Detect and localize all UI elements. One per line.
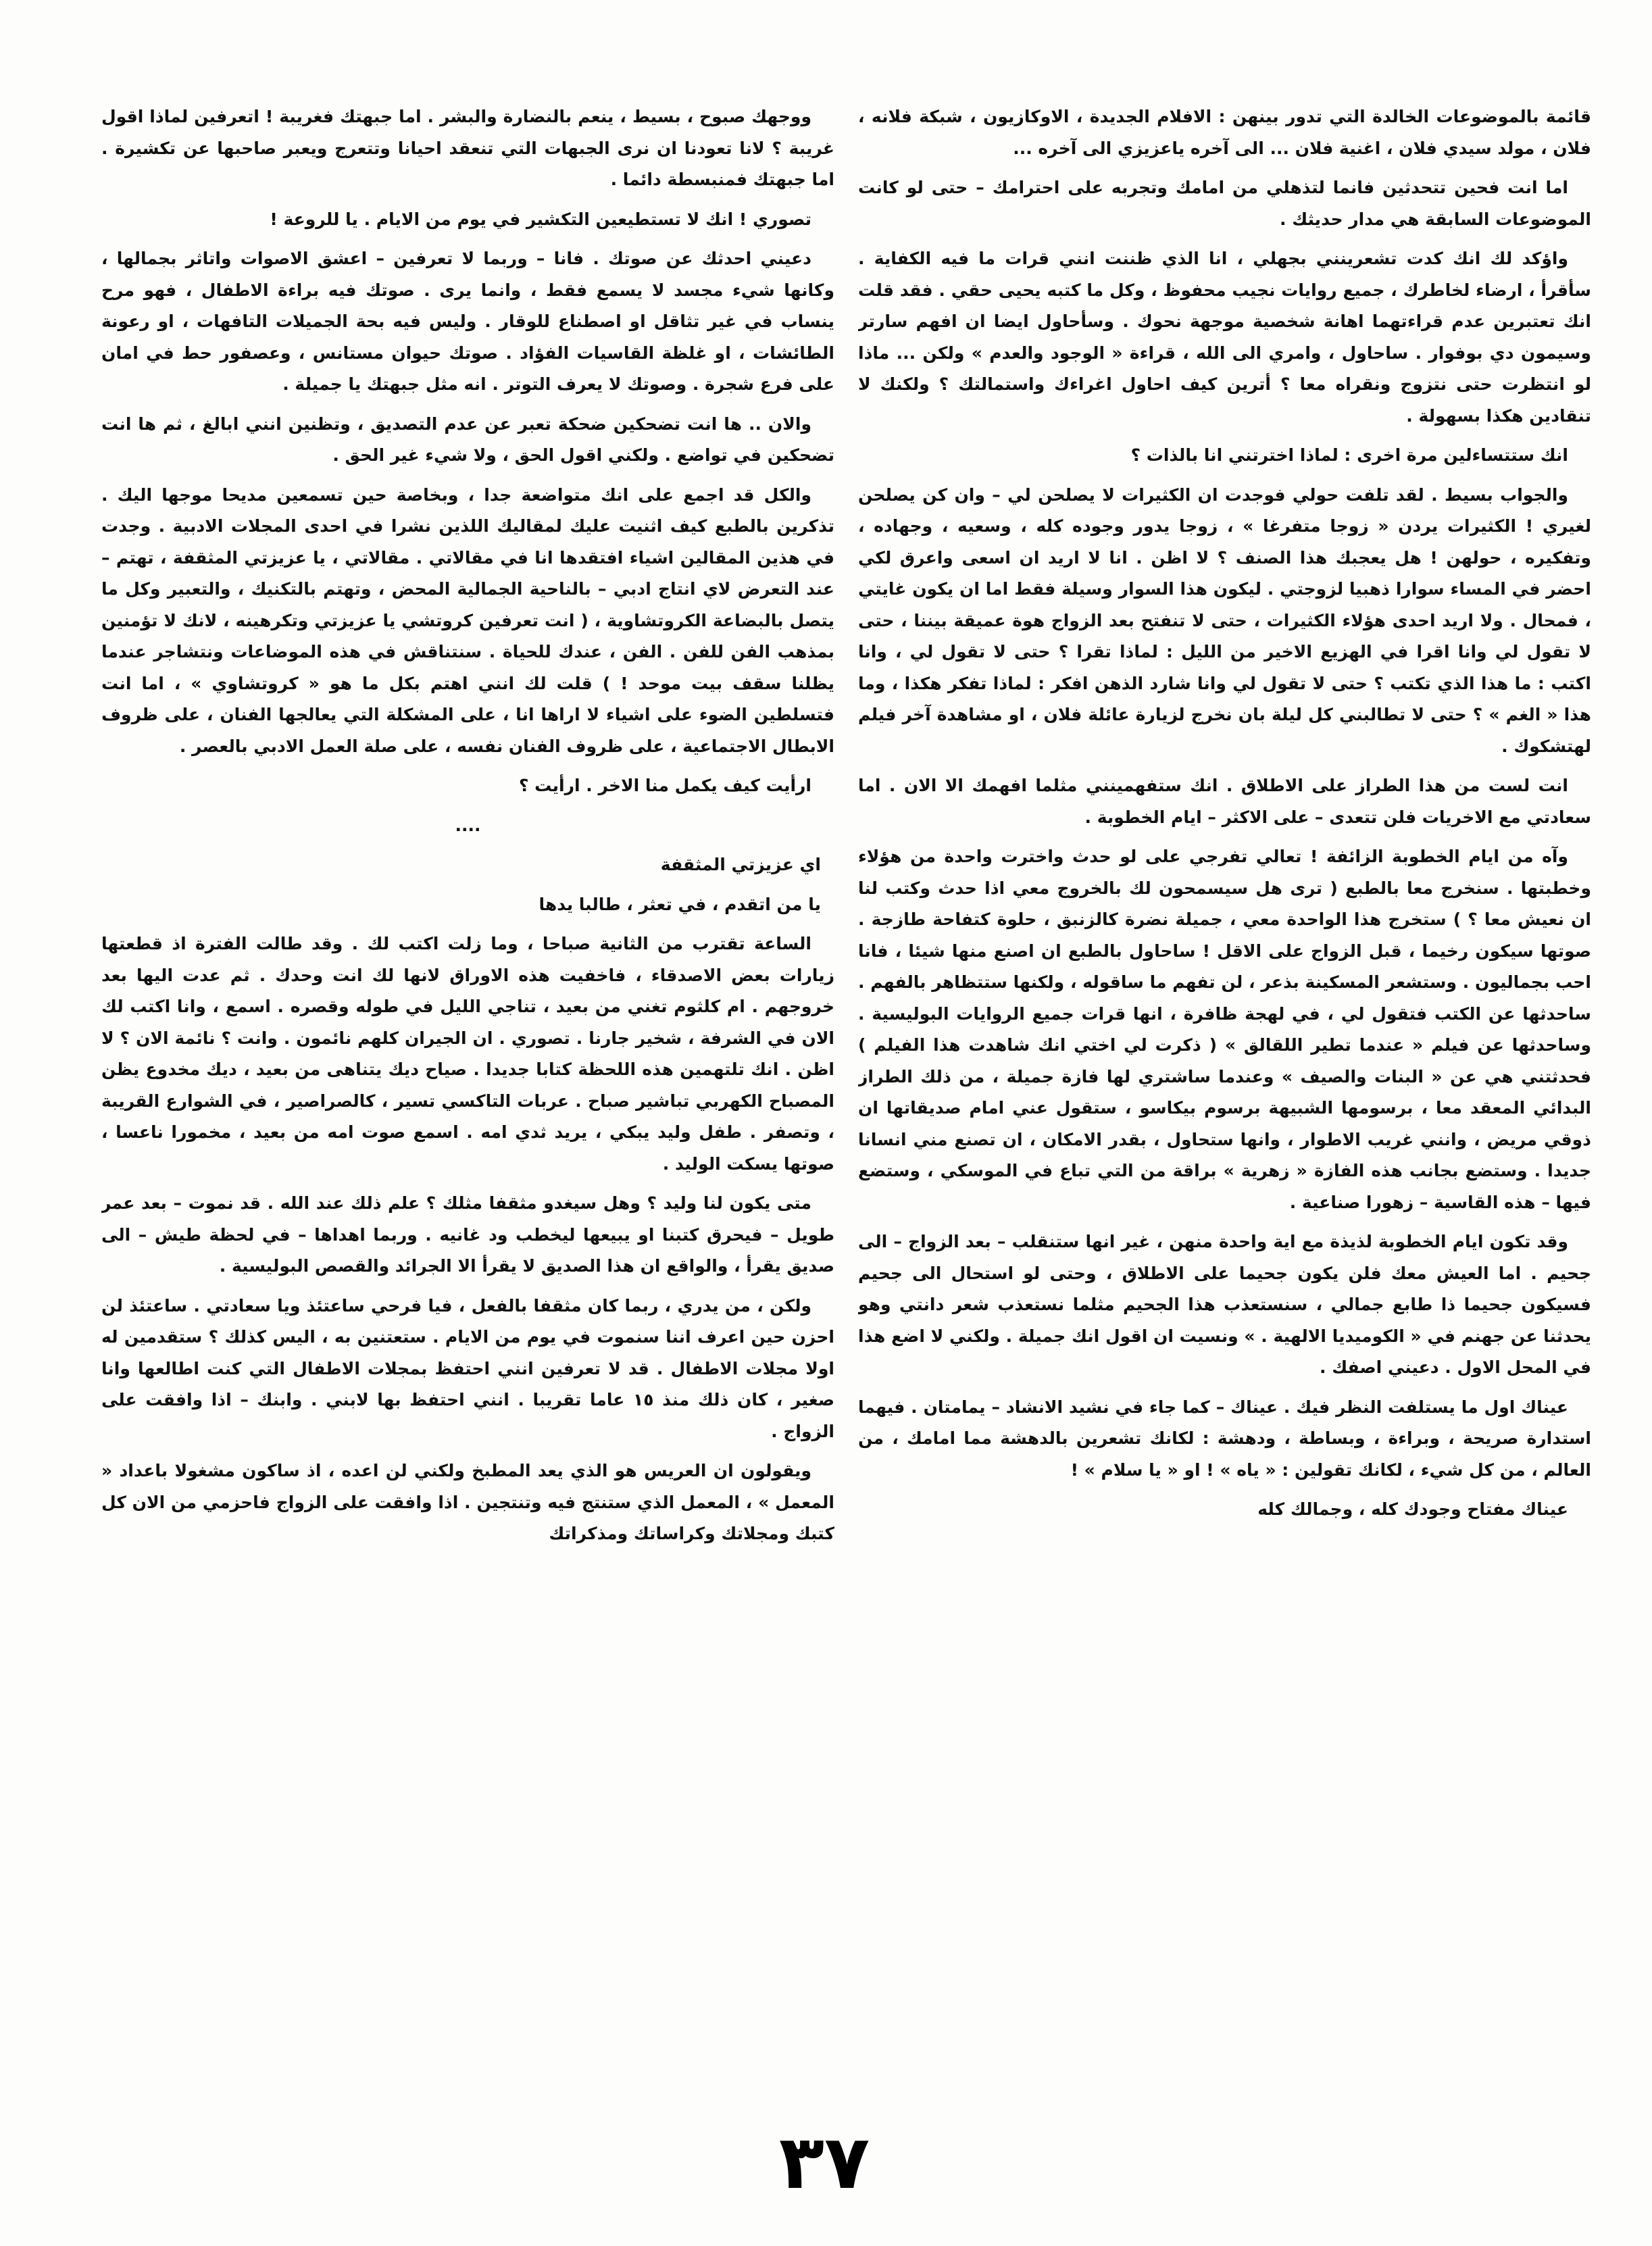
paragraph: ووجهك صبوح ، بسيط ، ينعم بالنضارة والبشر . اما جبهتك فغريبة ! اتعرفين لماذا اقول غريبة ؟ لانا تعودنا ان نرى الجبهات التي تنعقد احيانا وتتعرج ويعبر صاحبها عن تكشيرة . اما جبهتك فمنبسطة دائما . bbox=[101, 107, 834, 189]
paragraph: والجواب بسيط . لقد تلفت حولي فوجدت ان الكثيرات لا يصلحن لي – وان كن يصلحن لغيري ! الكثيرات يردن « زوجا متفرغا » ، زوجا يدور وجوده كله ، وسعيه ، وجهاده ، وتفكيره ، حولهن ! هل يعجبك هذا الصنف ؟ لا اظن . انا لا اريد ان اسعى واعرق لكي احضر في المساء سوارا ذهبيا لزوجتي . ليكون هذا السوار وسيلة فقط اما ان يكون غايتي ، فمحال . ولا اريد احدى هؤلاء الكثيرات ، حتى لا تنفتح بعد الزواج هوة عميقة بيننا ، حتى لا تقول لي وانا اقرا في الهزيع الاخير من الليل : لماذا تقرا ؟ حتى لا تقول لي ، وانا اكتب : ما هذا الذي تكتب ؟ حتى لا تقول لي وانا شارد الذهن افكر : لماذا تفكر هكذا ، وما هذا « الغم » ؟ حتى لا تطالبني كل ليلة بان نخرج لزيارة عائلة فلان ، او مشاهدة آخر فيلم لهتشكوك . bbox=[858, 484, 1591, 756]
paragraph: انك ستتساءلين مرة اخرى : لماذا اخترتني انا بالذات ؟ bbox=[1130, 445, 1568, 465]
paragraph: وقد تكون ايام الخطوبة لذيذة مع اية واحدة منهن ، غير انها ستنقلب – بعد الزواج – الى جحيم . اما العيش معك فلن يكون جحيما على الاطلاق ، وحتى لو استحال الى جحيم فسيكون جحيما ذا طابع جمالي ، سنستعذب هذا الجحيم مثلما نستعذب شعر دانتي وهو يحدثنا عن جهنم في « الكوميديا الالهية . » ونسيت ان اقول انك جميلة . ولكني لا اضع هذا في المحل الاول . دعيني اصفك . bbox=[858, 1232, 1591, 1377]
paragraph: متى يكون لنا وليد ؟ وهل سيغدو مثقفا مثلك ؟ علم ذلك عند الله . قد نموت – بعد عمر طويل – فيحرق كتبنا او يبيعها ليخطب ود غانيه . وربما اهداها – في لحظة طيش – الى صديق يقرأ ، والواقع ان هذا الصديق لا يقرأ الا الجرائد والقصص البوليسية . bbox=[101, 1193, 834, 1276]
paragraph: ويقولون ان العريس هو الذي يعد المطبخ ولكني لن اعده ، اذ ساكون مشغولا باعداد « المعمل » ، المعمل الذي ستنتج فيه وتنتجين . اذا وافقت على الزواج فاحزمي من الان كل كتبك ومجلاتك وكراساتك ومذكراتك bbox=[101, 1461, 834, 1543]
paragraph: عيناك مفتاح وجودك كله ، وجمالك كله bbox=[1257, 1499, 1568, 1519]
paragraph: واؤكد لك انك كدت تشعرينني بجهلي ، انا الذي ظننت انني قرات ما فيه الكفاية . سأقرأ ، ارضاء لخاطرك ، جميع روايات نجيب محفوظ ، وكل ما كتبه يحيى حقي . فقد قلت انك تعتبرين عدم قراءتهما اهانة شخصية موجهة نحوك . وسأحاول ايضا ان افهم سارتر وسيمون دي بوفوار . ساحاول ، وامري الى الله ، قراءة « الوجود والعدم » ولكن ... ماذا لو انتظرت حتى نتزوج ونقراه معا ؟ أترين كيف احاول اغراءك واستمالتك ؟ ولكنك لا تنقادين هكذا بسهولة . bbox=[858, 249, 1591, 426]
salutation-subline: يا من اتقدم ، في تعثر ، طالبا يدها bbox=[539, 894, 821, 914]
paragraph: ولكن ، من يدري ، ربما كان مثقفا بالفعل ، فيا فرحي ساعتئذ ويا سعادتي . ساعتئذ لن احزن حين اعرف اننا سنموت في يوم من الايام . ستعتنين به ، اليس كذلك ؟ ستقدمين له اولا مجلات الاطفال . قد لا تعرفين انني احتفظ بمجلات الاطفال التي كنت اطالعها وانا صغير ، كان ذلك منذ ١٥ عاما تقريبا . انني احتفظ بها لابني . وابنك – اذا وافقت على الزواج . bbox=[101, 1295, 834, 1441]
paragraph: عيناك اول ما يستلفت النظر فيك . عيناك – كما جاء في نشيد الانشاد – يمامتان . فيهما استدارة صريحة ، وبراءة ، وبساطة ، ودهشة : لكانك تشعرين بالدهشة مما امامك ، من العالم ، من كل شيء ، لكانك تقولين : « ياه » ! او « يا سلام » ! bbox=[858, 1397, 1591, 1480]
page-number: ٣٧ bbox=[778, 2119, 870, 2205]
left-text-column bbox=[101, 101, 834, 2101]
section-separator: .... bbox=[455, 815, 481, 835]
paragraph: ارأيت كيف يكمل منا الاخر . ارأيت ؟ bbox=[518, 776, 811, 795]
paragraph: والكل قد اجمع على انك متواضعة جدا ، وبخاصة حين تسمعين مديحا موجها اليك . تذكرين بالطبع كيف اثنيت عليك لمقاليك اللذين نشرا في احدى المجلات الادبية . وجدت في هذين المقالين اشياء افتقدها انا في مقالاتي . مقالاتي ، يا عزيزتي المثقفة ، تهتم – عند التعرض لاي انتاج ادبي – بالناحية الجمالية المحض ، وتهتم بالتكنيك ، والتعبير وكل ما يتصل بالبضاعة الكروتشاوية ، ( انت تعرفين كروتشي يا عزيزتي وتكرهينه ، لانك لا تؤمنين بمذهب الفن للفن . الفن ، عندك للحياة . سنتناقش في هذه الموضاعات ونتشاجر عندما يظلنا سقف بيت موحد ! ) قلت لك انني اهتم بكل ما هو « كروتشاوي » ، اما انت فتسلطين الضوء على اشياء لا اراها انا ، على المشكلة التي يعالجها الفنان ، على ظروف الابطال الاجتماعية ، على ظروف الفنان نفسه ، على صلة العمل الادبي بالعصر . bbox=[101, 484, 834, 756]
paragraph: والان .. ها انت تضحكين ضحكة تعبر عن عدم التصديق ، وتظنين انني ابالغ ، ثم ها انت تضحكين في تواضع . ولكني اقول الحق ، ولا شيء غير الحق . bbox=[101, 414, 834, 465]
right-text-column bbox=[858, 101, 1591, 2101]
paragraph: قائمة بالموضوعات الخالدة التي تدور بينهن : الافلام الجديدة ، الاوكازيون ، شبكة فلانه ، فلان ، مولد سيدي فلان ، اغنية فلان ... الى آخره ياعزيزي الى آخره ... bbox=[858, 107, 1591, 158]
paragraph: انت لست من هذا الطراز على الاطلاق . انك ستفهمينني مثلما افهمك الا الان . اما سعادتي مع الاخريات فلن تتعدى – على الاكثر – ايام الخطوبة . bbox=[858, 776, 1591, 827]
salutation: اي عزيزتي المثقفة bbox=[660, 855, 821, 874]
paragraph: تصوري ! انك لا تستطيعين التكشير في يوم من الايام . يا للروعة ! bbox=[270, 209, 811, 229]
paragraph: اما انت فحين تتحدثين فانما لتذهلي من امامك وتجربه على احترامك – حتى لو كانت الموضوعات السابقة هي مدار حديثك . bbox=[858, 178, 1591, 229]
paragraph: وآه من ايام الخطوبة الزائفة ! تعالي تفرجي على لو حدث واخترت واحدة من هؤلاء وخطبتها . سنخرج معا بالطبع ( ترى هل سيسمحون لك بالخروج معي اذا حدث وكتب لنا ان نعيش معا ؟ ) ستخرج هذا الواحدة معي ، جميلة نضرة كالزنبق ، حلوة كتفاحة طازجة . صوتها سيكون رخيما ، قبل الزواج على الاقل ! ساحاول بالطبع ان اصنع منها شيئا ، فانا احب بجماليون . وستشعر المسكينة بذعر ، لن تفهم ما ساقوله ، ولكنها ستتظاهر بالفهم . ساحدثها عن الكتب فتقول لي ، في لهجة ظافرة ، انها قرات جميع الروايات البوليسية . وساحدثها عن فيلم « عندما تطير اللقالق » ( ذكرت لي اختي انك شاهدت هذا الفيلم ) فحدثتني هي عن « البنات والصيف » وعندما ساشتري لها فازة جميلة ، من ذلك الطراز البدائي المعقد معا ، برسومها الشبيهة برسوم بيكاسو ، ستقول عني امام صديقاتها ان ذوقي مريض ، وانني غريب الاطوار ، وانها ستحاول ، بقدر الامكان ، ان تصنع مني انسانا جديدا . وستضع بجانب هذه الفازة « زهرية » براقة من التي تباع في الموسكي ، وستضع فيها – هذه القاسية – زهورا صناعية . bbox=[858, 847, 1591, 1212]
paragraph: دعيني احدثك عن صوتك . فانا – وربما لا تعرفين – اعشق الاصوات واتاثر بجمالها ، وكانها شيء مجسد لا يسمع فقط ، وانما يرى . صوتك فيه براءة الاطفال ، فهو مرح ينساب في غير تثاقل او اصطناع للوقار . وليس فيه بحة الجميلات التافهات ، او رعونة الطائشات ، او غلظة القاسيات الفؤاد . صوتك حيوان مستانس ، وعصفور حط في امان على فرع شجرة . وصوتك لا يعرف التوتر . انه مثل جبهتك يا جميلة . bbox=[101, 249, 834, 394]
paragraph: الساعة تقترب من الثانية صباحا ، وما زلت اكتب لك . وقد طالت الفترة اذ قطعتها زيارات بعض الاصدقاء ، فاخفيت هذه الاوراق لانها لك انت وحدك . ثم عدت اليها بعد خروجهم . ام كلثوم تغني من بعيد ، تناجي الليل في طوله وقصره . اسمع ، وانا اكتب لك الان في الشرفة ، شخير جارنا . تصوري . ان الجيران كلهم نائمون . وانت ؟ نائمة الان ؟ لا اظن . انك تلتهمين هذه اللحظة كتابا جديدا . صياح ديك يتناهى من بعيد ، ديك مخدوع يظن المصباح الكهربي تباشير صباح . عربات التاكسي تسير ، كالصراصير ، في الشوارع القريبة ، وتصفر . طفل وليد يبكي ، يريد ثدي امه . اسمع صوت امه من بعيد ، مخمورا ناعسا ، صوتها يسكت الوليد . bbox=[101, 934, 834, 1174]
